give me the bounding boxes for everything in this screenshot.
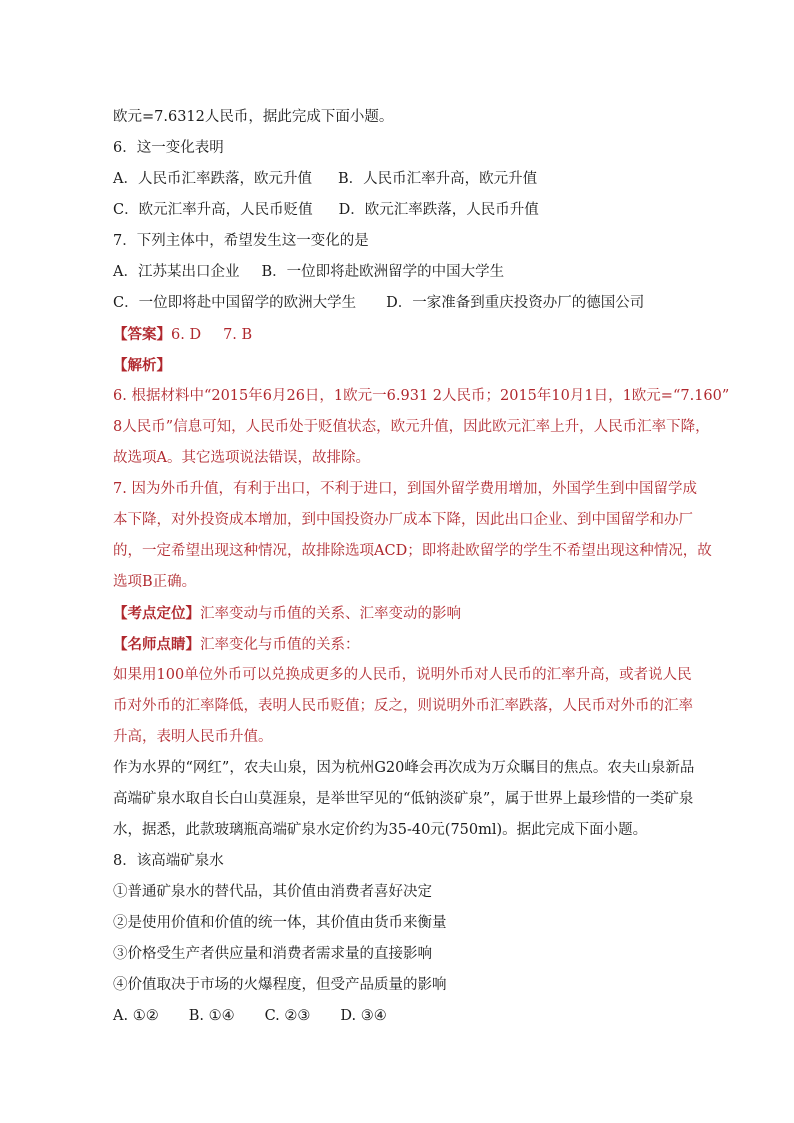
q8-option-a: A. ①②: [113, 1008, 159, 1024]
kaodian-line: [113, 598, 693, 629]
q8-statement: ③价格受生产者供应量和消费者需求量的直接影响: [113, 946, 432, 962]
q8-options-row: [113, 1001, 693, 1032]
mingshi-line: 升高，表明人民币升值。: [113, 729, 273, 745]
analysis-line: 本下降，对外投资成本增加，到中国投资办厂成本下降，因此出口企业、到中国留学和办厂: [113, 512, 693, 528]
q6-option-b: B．人民币汇率升高，欧元升值: [337, 171, 538, 187]
q8-intro-line: 作为水界的“网红”，农夫山泉，因为杭州G20峰会再次成为万众瞩目的焦点。农夫山泉新品: [113, 760, 695, 776]
q7-stem: 7．下列主体中，希望发生这一变化的是: [113, 233, 369, 249]
mingshi-line: 如果用100单位外币可以兑换成更多的人民币，说明外币对人民币的汇率升高，或者说人民: [113, 667, 692, 683]
analysis-line: 8人民币”信息可知，人民币处于贬值状态，欧元升值，因此欧元汇率上升，人民币汇率下降，: [113, 419, 710, 435]
answer-7: 7. B: [223, 327, 253, 343]
q6-options-row-1: [113, 164, 693, 195]
q8-option-d: D. ③④: [340, 1008, 387, 1024]
q8-statement: ④价值取决于市场的火爆程度，但受产品质量的影响: [113, 977, 447, 993]
mingshi-line: 币对外币的汇率降低，表明人民币贬值；反之，则说明外币汇率跌落，人民币对外币的汇率: [113, 698, 693, 714]
analysis-line: 7. 因为外币升值，有利于出口，不利于进口，到国外留学费用增加，外国学生到中国留学成: [113, 481, 697, 497]
mingshi-text: 汇率变化与币值的关系：: [200, 637, 360, 653]
analysis-line: 选项B正确。: [113, 574, 197, 590]
kaodian-text: 汇率变动与币值的关系、汇率变动的影响: [200, 606, 461, 622]
q8-statement: ②是使用价值和价值的统一体，其价值由货币来衡量: [113, 915, 447, 931]
q7-option-d: D．一家准备到重庆投资办厂的德国公司: [386, 295, 645, 311]
answer-6: 6. D: [171, 327, 202, 343]
q8-statement: ①普通矿泉水的替代品，其价值由消费者喜好决定: [113, 884, 432, 900]
q7-option-c: C．一位即将赴中国留学的欧洲大学生: [113, 295, 357, 311]
analysis-line: 故选项A。其它选项说法错误，故排除。: [113, 450, 370, 466]
q8-intro-line: 水，据悉，此款玻璃瓶高端矿泉水定价约为35-40元(750ml)。据此完成下面小题。: [113, 822, 648, 838]
q7-option-b: B．一位即将赴欧洲留学的中国大学生: [261, 264, 505, 280]
mingshi-line: [113, 629, 693, 660]
q7-option-a: A．江苏某出口企业: [113, 264, 240, 280]
q6-options-row-2: [113, 195, 693, 226]
analysis-line: 6. 根据材料中“2015年6月26日，1欧元一6.931 2人民币；2015年10月1日，1欧元=“7.160”: [113, 388, 730, 404]
q8-option-c: C. ②③: [264, 1008, 311, 1024]
q8-stem: 8．该高端矿泉水: [113, 853, 224, 869]
analysis-line: 的，一定希望出现这种情况，故排除选项ACD；即将赴欧留学的学生不希望出现这种情况，故: [113, 543, 712, 559]
q8-intro-line: 高端矿泉水取自长白山莫涯泉，是举世罕见的“低钠淡矿泉”，属于世界上最珍惜的一类矿泉: [113, 791, 694, 807]
q6-option-d: D．欧元汇率跌落，人民币升值: [338, 202, 539, 218]
q7-options-row-1: [113, 257, 693, 288]
q6-stem: 6．这一变化表明: [113, 140, 224, 156]
kaodian-label: 【考点定位】: [113, 605, 200, 622]
q6-option-c: C．欧元汇率升高，人民币贬值: [113, 202, 313, 218]
q6-intro-text: 欧元=7.6312人民币，据此完成下面小题。: [113, 109, 394, 125]
q8-option-b: B. ①④: [188, 1008, 235, 1024]
q6-option-a: A．人民币汇率跌落，欧元升值: [113, 171, 312, 187]
q7-options-row-2: [113, 288, 693, 319]
document-page: [113, 102, 730, 1032]
answer-label: 【答案】: [113, 326, 171, 343]
mingshi-label: 【名师点睛】: [113, 636, 200, 653]
analysis-label: 【解析】: [113, 357, 171, 374]
answer-line: [113, 319, 693, 350]
